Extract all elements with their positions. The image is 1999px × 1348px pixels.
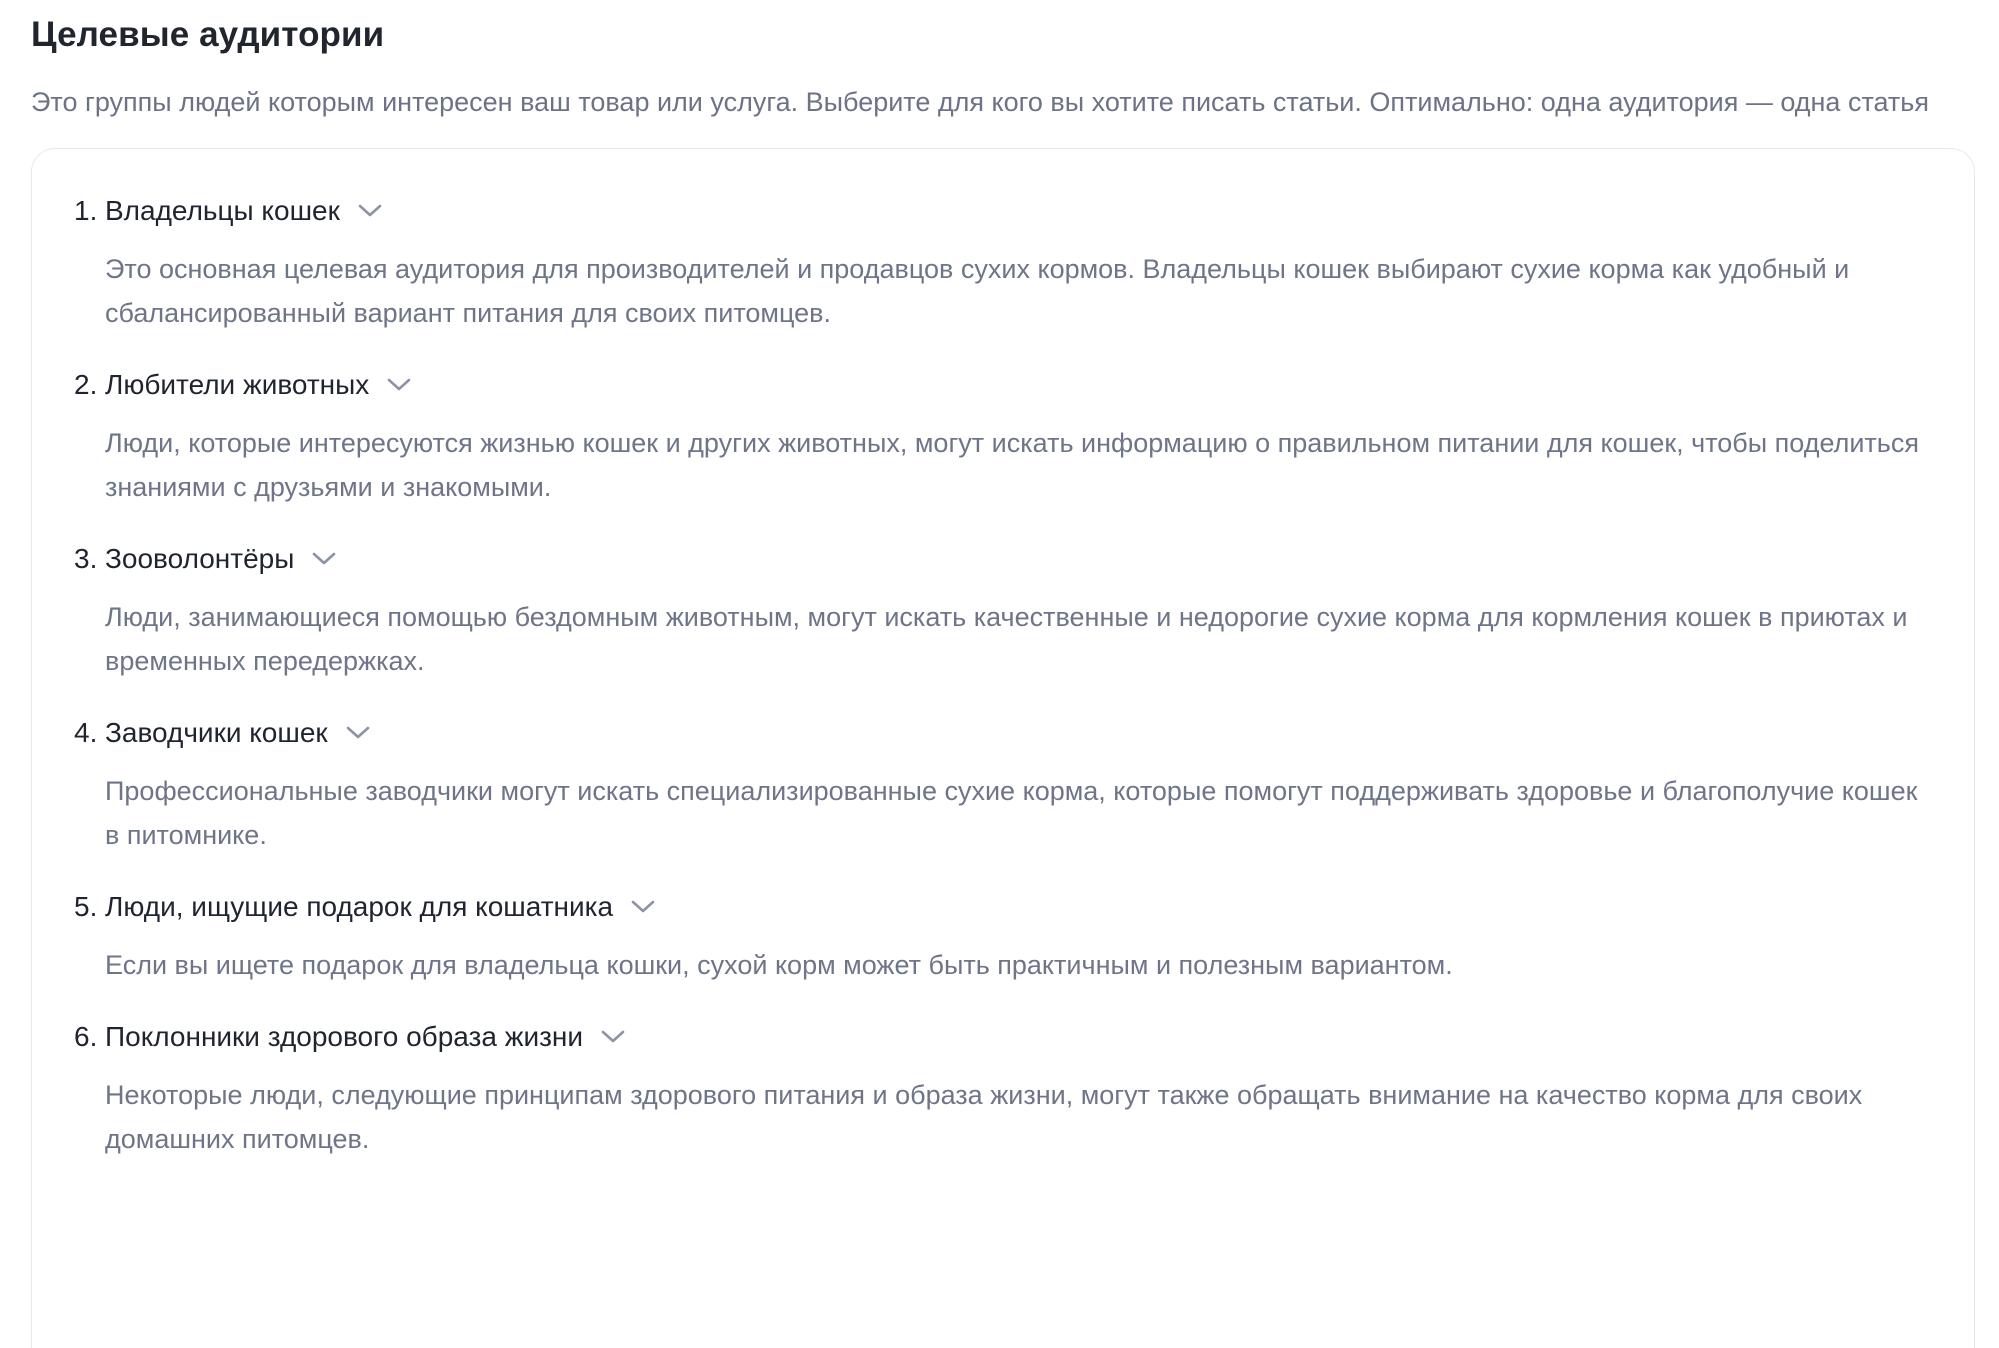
audience-toggle-5[interactable]: [74, 885, 1932, 929]
audience-number: 6.: [74, 1021, 98, 1052]
audience-number: 3.: [74, 543, 98, 574]
audience-description: Люди, занимающиеся помощью бездомным животным, могут искать качественные и недорогие сухие корма для кормления кошек в приютах и временных передержках.: [105, 602, 1908, 676]
audience-title: Зооволонтёры: [105, 543, 295, 574]
audience-description: Профессиональные заводчики могут искать специализированные сухие корма, которые помогут поддерживать здоровье и благополучие кошек в питомнике.: [105, 776, 1918, 850]
audience-description: Это основная целевая аудитория для производителей и продавцов сухих кормов. Владельцы кошек выбирают сухие корма как удобный и сбалансированный вариант питания для своих питомцев.: [105, 254, 1850, 328]
chevron-down-icon[interactable]: [310, 545, 338, 573]
page-subtitle: Это группы людей которым интересен ваш товар или услуга. Выберите для кого вы хотите писать статьи. Оптимально: одна аудитория — одна статья: [31, 87, 1929, 117]
audience-title: Поклонники здорового образа жизни: [105, 1021, 584, 1052]
audiences-page: [31, 0, 1975, 1348]
audience-description: Люди, которые интересуются жизнью кошек и других животных, могут искать информацию о правильном питании для кошек, чтобы поделиться знаниями с друзьями и знакомыми.: [105, 428, 1919, 502]
audience-title: Люди, ищущие подарок для кошатника: [105, 891, 614, 922]
audience-number: 2.: [74, 369, 98, 400]
audience-item-4: [74, 711, 1932, 857]
audience-toggle-1[interactable]: [74, 189, 1932, 233]
audience-number: 5.: [74, 891, 98, 922]
audience-toggle-6[interactable]: [74, 1015, 1932, 1059]
audiences-card: [31, 148, 1975, 1348]
audience-number: 4.: [74, 717, 98, 748]
page-title: Целевые аудитории: [31, 15, 385, 54]
audience-number: 1.: [74, 195, 98, 226]
audience-title: Любители животных: [105, 369, 370, 400]
chevron-down-icon[interactable]: [385, 371, 413, 399]
chevron-down-icon[interactable]: [344, 719, 372, 747]
audience-item-6: [74, 1015, 1932, 1161]
audience-description: Некоторые люди, следующие принципам здорового питания и образа жизни, могут также обращать внимание на качество корма для своих домашних питомцев.: [105, 1080, 1863, 1154]
audience-title: Заводчики кошек: [105, 717, 328, 748]
audience-item-3: [74, 537, 1932, 683]
chevron-down-icon[interactable]: [599, 1023, 627, 1051]
audience-toggle-4[interactable]: [74, 711, 1932, 755]
audience-title: Владельцы кошек: [105, 195, 340, 226]
audience-description: Если вы ищете подарок для владельца кошки, сухой корм может быть практичным и полезным вариантом.: [105, 950, 1453, 980]
audience-item-1: [74, 189, 1932, 335]
audience-toggle-3[interactable]: [74, 537, 1932, 581]
audience-toggle-2[interactable]: [74, 363, 1932, 407]
audience-item-2: [74, 363, 1932, 509]
audience-item-5: [74, 885, 1932, 987]
chevron-down-icon[interactable]: [629, 893, 657, 921]
chevron-down-icon[interactable]: [356, 197, 384, 225]
